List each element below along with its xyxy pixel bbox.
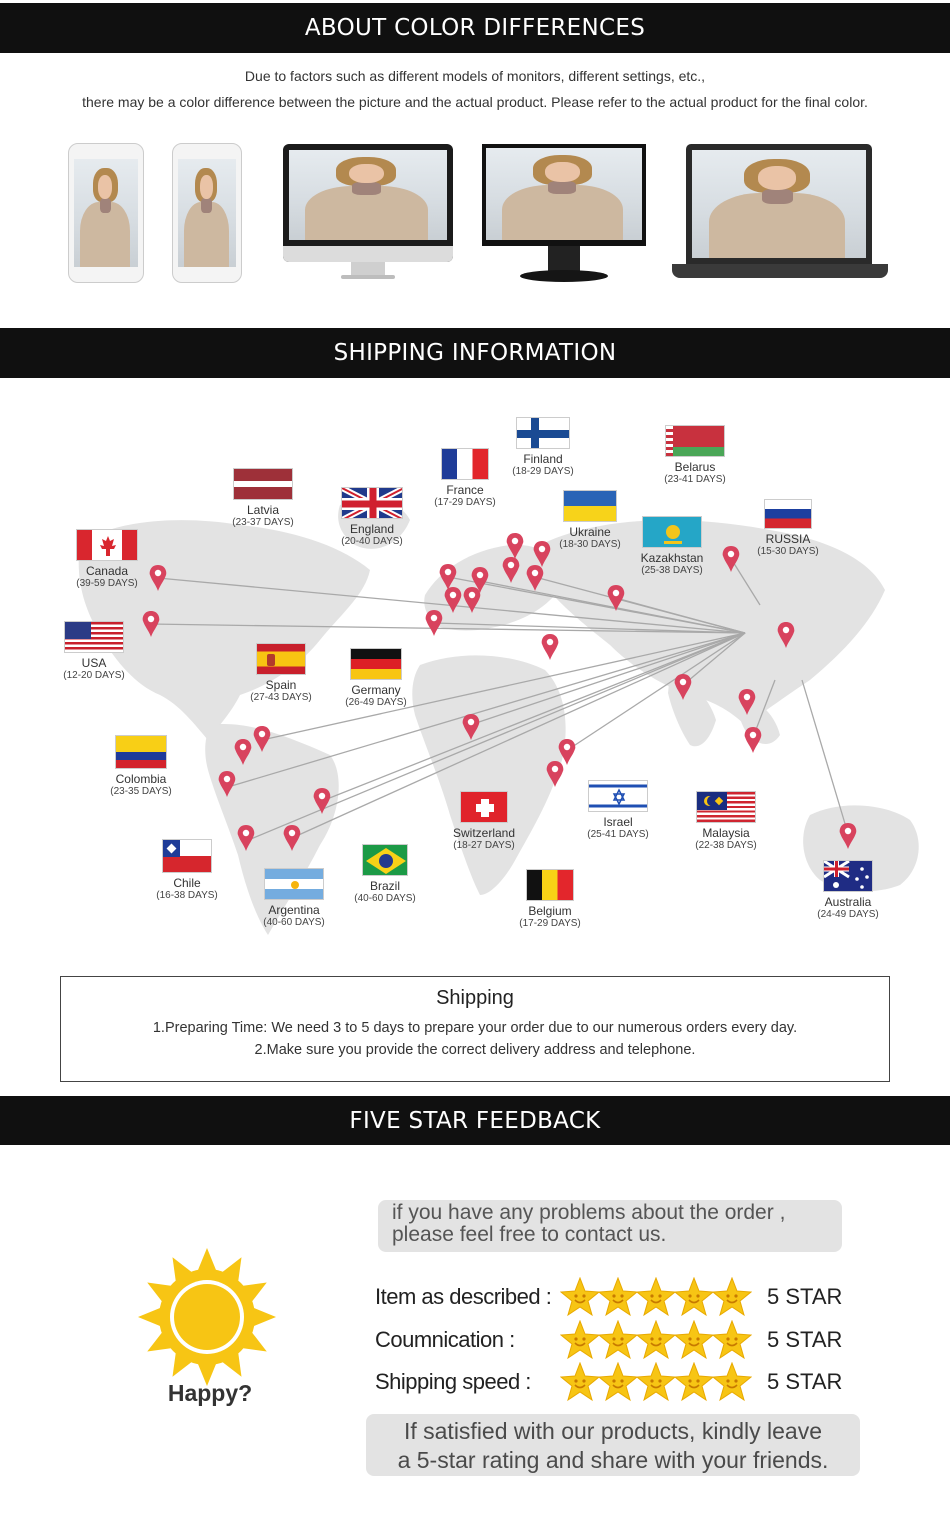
country-malaysia	[666, 791, 786, 852]
country-name: Israel	[603, 815, 633, 829]
country-name: Belgium	[528, 904, 572, 918]
country-name: Australia	[824, 895, 872, 909]
star-icon	[598, 1320, 638, 1360]
pin-eu-1	[426, 610, 443, 636]
pin-sa-3	[219, 771, 236, 797]
star-icon	[560, 1320, 600, 1360]
flag-argentina-icon	[264, 868, 324, 900]
flag-belarus-icon	[665, 425, 725, 457]
closing-bubble	[366, 1414, 860, 1476]
color-section-header	[0, 3, 950, 53]
closing-line-2: a 5-star rating and share with your friends.	[397, 1447, 829, 1473]
delivery-days: (18-29 DAYS)	[512, 466, 574, 477]
country-name: England	[349, 522, 395, 536]
color-note-line-1: Due to factors such as different models of monitors, different settings, etc.,	[244, 68, 706, 84]
shipping-notice-box	[60, 976, 890, 1082]
pin-eu-10	[608, 585, 625, 611]
country-name: Switzerland	[452, 826, 516, 840]
pin-sa-1	[254, 726, 271, 752]
delivery-days: (16-38 DAYS)	[156, 890, 218, 901]
country-belarus	[635, 425, 755, 486]
laptop-device	[672, 144, 888, 282]
country-russia	[728, 499, 848, 558]
delivery-days: (25-38 DAYS)	[641, 565, 703, 576]
star-icon	[560, 1362, 600, 1402]
monitor-device	[482, 144, 646, 284]
product-photo	[74, 159, 138, 267]
feedback-section-title: FIVE STAR FEEDBACK	[349, 1107, 601, 1134]
pin-eu-9	[527, 565, 544, 591]
star-icon	[598, 1362, 638, 1402]
delivery-days: (12-20 DAYS)	[63, 670, 125, 681]
country-colombia	[81, 735, 201, 798]
country-name: Belarus	[674, 460, 716, 474]
star-icon	[674, 1277, 714, 1317]
country-name: Chile	[173, 876, 201, 890]
delivery-days: (40-60 DAYS)	[263, 917, 325, 928]
country-brazil	[325, 844, 445, 905]
star-icon	[636, 1362, 676, 1402]
product-photo	[178, 159, 236, 267]
flag-israel-icon	[588, 780, 648, 812]
country-name: Brazil	[369, 879, 400, 893]
pin-sa-4	[314, 788, 331, 814]
country-name: Canada	[85, 564, 129, 578]
contact-line-2: please feel free to contact us.	[392, 1223, 667, 1246]
pin-sea-2	[745, 727, 762, 753]
flag-uk-icon	[341, 487, 403, 519]
star-icon	[674, 1320, 714, 1360]
country-usa	[34, 621, 154, 682]
flag-malaysia-icon	[696, 791, 756, 823]
rating-stars-communication	[560, 1318, 755, 1362]
delivery-days: (18-30 DAYS)	[559, 539, 621, 550]
country-switzerland	[424, 791, 544, 852]
country-latvia	[203, 468, 323, 529]
delivery-days: (27-43 DAYS)	[250, 692, 312, 703]
country-germany	[316, 648, 436, 709]
pin-sa-6	[284, 825, 301, 851]
delivery-days: (18-27 DAYS)	[453, 840, 515, 851]
flag-belgium-icon	[526, 869, 574, 901]
rating-value-item: 5 STAR	[767, 1284, 843, 1309]
phone-device-1	[68, 143, 144, 283]
delivery-days: (40-60 DAYS)	[354, 893, 416, 904]
rating-label-communication: Coumnication :	[375, 1327, 515, 1352]
flag-ukraine-icon	[563, 490, 617, 522]
flag-spain-icon	[256, 643, 306, 675]
pin-eu-8	[503, 557, 520, 583]
color-section-title: ABOUT COLOR DIFFERENCES	[304, 15, 646, 41]
delivery-days: (17-29 DAYS)	[519, 918, 581, 929]
rating-stars-item	[560, 1275, 755, 1319]
feedback-section-header	[0, 1096, 950, 1145]
product-photo	[692, 150, 866, 258]
delivery-days: (26-49 DAYS)	[345, 697, 407, 708]
flag-germany-icon	[350, 648, 402, 680]
delivery-days: (15-30 DAYS)	[757, 546, 819, 557]
rating-label-shipping: Shipping speed :	[375, 1369, 531, 1394]
product-photo	[486, 148, 642, 240]
flag-brazil-icon	[362, 844, 408, 876]
imac-device	[283, 144, 453, 280]
country-name: Kazakhstan	[640, 551, 704, 565]
rating-value-shipping: 5 STAR	[767, 1369, 843, 1394]
delivery-days: (23-35 DAYS)	[110, 786, 172, 797]
delivery-days: (22-38 DAYS)	[695, 840, 757, 851]
flag-australia-icon	[823, 860, 873, 892]
flag-russia-icon	[764, 499, 812, 529]
star-icon	[636, 1320, 676, 1360]
country-name: France	[446, 483, 484, 497]
happy-label: Happy?	[167, 1380, 253, 1406]
contact-line-1: if you have any problems about the order ,	[392, 1201, 786, 1224]
country-belgium	[490, 869, 610, 930]
pin-eu-4	[464, 587, 481, 613]
country-name: Germany	[351, 683, 401, 697]
flag-usa-icon	[64, 621, 124, 653]
pin-china	[778, 622, 795, 648]
flag-latvia-icon	[233, 468, 293, 500]
country-canada	[47, 529, 167, 590]
pin-africa-1	[463, 714, 480, 740]
shipping-notice-line-1: 1.Preparing Time: We need 3 to 5 days to prepare your order due to our numerous orders every day.	[152, 1020, 798, 1036]
pin-africa-2	[559, 739, 576, 765]
rating-label-item: Item as described :	[375, 1284, 552, 1309]
star-icon	[712, 1277, 752, 1317]
shipping-section-title: SHIPPING INFORMATION	[333, 340, 617, 366]
country-name: RUSSIA	[765, 532, 811, 546]
country-australia	[788, 860, 908, 921]
rating-stars-shipping	[560, 1360, 755, 1404]
country-name: Argentina	[268, 903, 320, 917]
country-england	[312, 487, 432, 548]
shipping-section-header	[0, 328, 950, 378]
country-name: Finland	[523, 452, 563, 466]
world-map	[40, 395, 940, 955]
closing-line-1: If satisfied with our products, kindly leave	[403, 1418, 823, 1444]
delivery-days: (17-29 DAYS)	[434, 497, 496, 508]
delivery-days: (25-41 DAYS)	[587, 829, 649, 840]
star-icon	[712, 1320, 752, 1360]
color-note-line-2: there may be a color difference between the picture and the actual product. Please refer to the actual product for the final color.	[82, 94, 868, 110]
country-name: Latvia	[246, 503, 280, 517]
country-israel	[558, 780, 678, 841]
star-icon	[560, 1277, 600, 1317]
delivery-days: (23-37 DAYS)	[232, 517, 294, 528]
country-name: Spain	[265, 678, 297, 692]
country-name: USA	[81, 656, 107, 670]
shipping-notice-title: Shipping	[436, 987, 514, 1009]
pin-india	[675, 674, 692, 700]
delivery-days: (39-59 DAYS)	[76, 578, 138, 589]
flag-france-icon	[441, 448, 489, 480]
sun-icon	[138, 1248, 276, 1386]
star-icon	[712, 1362, 752, 1402]
pin-eu-6	[507, 533, 524, 559]
pin-eu-3	[445, 587, 462, 613]
country-name: Malaysia	[702, 826, 750, 840]
delivery-days: (24-49 DAYS)	[817, 909, 879, 920]
flag-finland-icon	[516, 417, 570, 449]
star-icon	[674, 1362, 714, 1402]
pin-sa-2	[235, 739, 252, 765]
product-photo	[289, 150, 447, 240]
country-kazakhstan	[612, 516, 732, 577]
delivery-days: (23-41 DAYS)	[664, 474, 726, 485]
flag-canada-icon	[76, 529, 138, 561]
star-icon	[636, 1277, 676, 1317]
flag-switzerland-icon	[460, 791, 508, 823]
shipping-notice-line-2: 2.Make sure you provide the correct delivery address and telephone.	[254, 1042, 696, 1058]
contact-us-bubble	[378, 1200, 842, 1252]
flag-chile-icon	[162, 839, 212, 873]
phone-device-2	[172, 143, 242, 283]
country-name: Colombia	[115, 772, 167, 786]
pin-me-1	[542, 634, 559, 660]
pin-australia	[840, 823, 857, 849]
flag-kazakhstan-icon	[642, 516, 702, 548]
flag-colombia-icon	[115, 735, 167, 769]
pin-eu-2	[440, 564, 457, 590]
star-icon	[598, 1277, 638, 1317]
pin-sea-1	[739, 689, 756, 715]
rating-value-communication: 5 STAR	[767, 1327, 843, 1352]
country-chile	[127, 839, 247, 902]
delivery-days: (20-40 DAYS)	[341, 536, 403, 547]
country-name: Ukraine	[569, 525, 611, 539]
